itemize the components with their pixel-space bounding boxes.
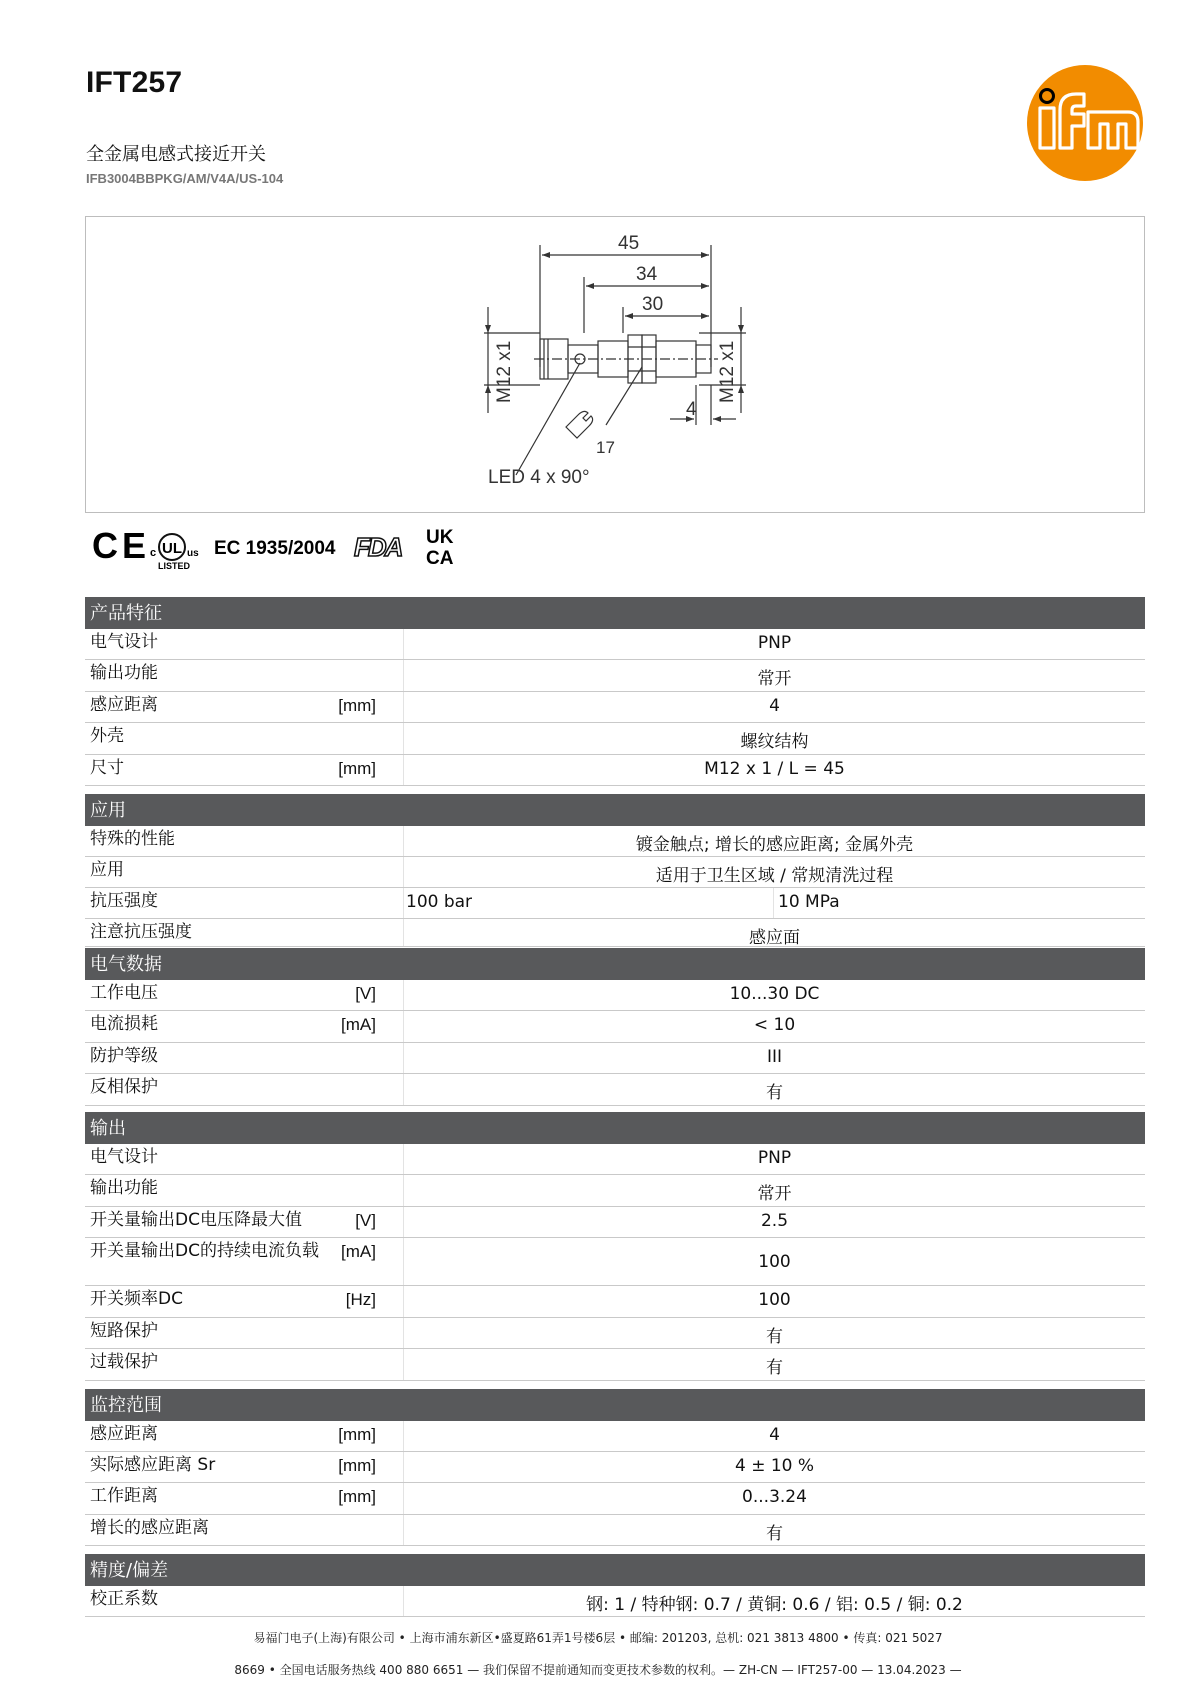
spec-value: 100 [403, 1286, 1145, 1317]
spec-label-text: 过载保护 [90, 1352, 158, 1372]
ul-c-mark: c [150, 547, 157, 559]
certification-marks [90, 522, 490, 570]
spec-label-text: 电流损耗 [90, 1014, 158, 1034]
spec-unit: [mm] [338, 696, 376, 715]
spec-value: 镀金触点; 增长的感应距离; 金属外壳 [403, 826, 1145, 856]
spec-value: 常开 [403, 1175, 1145, 1206]
spec-row [85, 1011, 1145, 1043]
spec-value: M12 x 1 / L = 45 [403, 755, 1145, 785]
article-code: IFB3004BBPKG/AM/V4A/US-104 [86, 171, 284, 186]
spec-value: 4 [403, 692, 1145, 722]
spec-label-text: 短路保护 [90, 1321, 158, 1341]
spec-label [85, 660, 382, 691]
spec-label-text: 感应距离 [90, 695, 158, 715]
spec-label [85, 826, 382, 856]
spec-row [85, 1586, 1145, 1617]
section-title: 输出 [85, 1112, 1145, 1144]
spec-label [85, 1483, 382, 1514]
dim-45-label: 45 [618, 233, 640, 254]
section-title: 精度/偏差 [85, 1554, 1145, 1586]
spec-label [85, 1011, 382, 1042]
led-label: LED 4 x 90° [488, 467, 590, 488]
spec-value: 有 [403, 1349, 1145, 1380]
spec-row [85, 660, 1145, 692]
spec-value: 适用于卫生区域 / 常规清洗过程 [403, 857, 1145, 887]
spec-row [85, 1238, 1145, 1286]
spec-section [85, 1554, 1145, 1617]
spec-value-mpa: 10 MPa [773, 888, 1145, 918]
spec-label-text: 尺寸 [90, 758, 124, 778]
spec-label [85, 1318, 382, 1348]
spec-value: 有 [403, 1318, 1145, 1348]
dim-34-label: 34 [636, 264, 658, 285]
dimension-drawing [85, 216, 1145, 513]
spec-value: 钢: 1 / 特种钢: 0.7 / 黄铜: 0.6 / 铝: 0.5 / 铜: 0.2 [403, 1586, 1145, 1616]
spec-label [85, 1144, 382, 1174]
spec-label-text: 输出功能 [90, 1178, 158, 1198]
wrench-size-label: 17 [596, 438, 615, 457]
spec-label-text: 工作电压 [90, 983, 158, 1003]
spec-value: 10...30 DC [403, 980, 1145, 1010]
spec-row [85, 692, 1145, 723]
spec-label [85, 755, 382, 785]
spec-row [85, 1349, 1145, 1381]
spec-label-text: 校正系数 [90, 1589, 158, 1609]
spec-label [85, 980, 382, 1010]
spec-value: < 10 [403, 1011, 1145, 1042]
spec-label [85, 919, 382, 946]
section-title: 监控范围 [85, 1389, 1145, 1421]
spec-value: 有 [403, 1515, 1145, 1545]
section-title: 电气数据 [85, 948, 1145, 980]
ukca-bottom-mark: CA [426, 548, 454, 569]
ul-us-mark: us [187, 548, 199, 559]
spec-row [85, 723, 1145, 755]
spec-section [85, 1389, 1145, 1546]
spec-label [85, 629, 382, 659]
spec-label [85, 888, 382, 918]
spec-section [85, 794, 1145, 947]
spec-label-text: 防护等级 [90, 1046, 158, 1066]
spec-value: PNP [403, 1144, 1145, 1174]
spec-label [85, 857, 382, 887]
spec-row [85, 1286, 1145, 1318]
spec-unit: [Hz] [345, 1290, 376, 1309]
spec-unit: [mm] [338, 1425, 376, 1444]
spec-section [85, 1112, 1145, 1381]
spec-value: 100 [403, 1238, 1145, 1285]
section-title: 产品特征 [85, 597, 1145, 629]
spec-unit: [V] [355, 1211, 376, 1230]
spec-row [85, 980, 1145, 1011]
spec-label-text: 注意抗压强度 [90, 922, 192, 942]
spec-unit: [mA] [341, 1242, 376, 1261]
spec-row [85, 1074, 1145, 1106]
spec-label [85, 1175, 382, 1206]
spec-label-text: 应用 [90, 860, 124, 880]
spec-label [85, 1515, 382, 1545]
spec-unit: [mA] [341, 1015, 376, 1034]
spec-row [85, 1483, 1145, 1515]
spec-label-text: 电气设计 [90, 632, 158, 652]
ukca-top-mark: UK [426, 527, 454, 548]
spec-unit: [mm] [338, 1487, 376, 1506]
spec-value: 0...3.24 [403, 1483, 1145, 1514]
spec-row [85, 1175, 1145, 1207]
spec-label-text: 抗压强度 [90, 891, 158, 911]
spec-row [85, 1144, 1145, 1175]
spec-section [85, 948, 1145, 1106]
spec-label-text: 开关频率DC [90, 1289, 183, 1309]
spec-label [85, 1238, 382, 1285]
spec-value: 感应面 [403, 919, 1145, 946]
spec-value: 螺纹结构 [403, 723, 1145, 754]
spec-value: PNP [403, 629, 1145, 659]
spec-row [85, 1207, 1145, 1238]
dim-30-label: 30 [642, 294, 664, 315]
spec-label [85, 1421, 382, 1451]
spec-row [85, 629, 1145, 660]
spec-value: 4 [403, 1421, 1145, 1451]
spec-unit: [mm] [338, 759, 376, 778]
spec-label [85, 1349, 382, 1380]
spec-label [85, 1074, 382, 1105]
spec-value: III [403, 1043, 1145, 1073]
spec-label-text: 开关量输出DC电压降最大值 [90, 1210, 302, 1230]
spec-label [85, 692, 382, 722]
spec-label [85, 723, 382, 754]
spec-label-text: 外壳 [90, 726, 124, 746]
spec-value [403, 888, 1145, 918]
footer-legal: 8669 • 全国电话服务热线 400 880 6651 — 我们保留不提前通知而变更技术参数的权利。— ZH-CN — IFT257-00 — 13.04.2023 — [234, 1663, 962, 1677]
spec-label [85, 1286, 382, 1317]
spec-label-text: 感应距离 [90, 1424, 158, 1444]
spec-value: 有 [403, 1074, 1145, 1105]
spec-row [85, 857, 1145, 888]
product-subtitle: 全金属电感式接近开关 [86, 144, 266, 165]
spec-value: 4 ± 10 % [403, 1452, 1145, 1482]
spec-unit: [mm] [338, 1456, 376, 1475]
spec-row [85, 755, 1145, 786]
spec-row [85, 1318, 1145, 1349]
spec-label [85, 1452, 382, 1482]
spec-label-text: 实际感应距离 Sr [90, 1455, 216, 1475]
thread-right-label: M12 x1 [717, 340, 738, 403]
product-title: IFT257 [86, 66, 183, 99]
ul-mark: UL [162, 540, 182, 557]
spec-row [85, 1043, 1145, 1074]
spec-label [85, 1043, 382, 1073]
dim-4-label: 4 [686, 399, 697, 420]
spec-unit: [V] [355, 984, 376, 1003]
spec-row [85, 888, 1145, 919]
ec-1935-mark: EC 1935/2004 [214, 538, 336, 559]
thread-left-label: M12 x1 [494, 340, 515, 403]
spec-label-text: 输出功能 [90, 663, 158, 683]
spec-label-text: 增长的感应距离 [90, 1518, 209, 1538]
spec-label-text: 特殊的性能 [90, 829, 175, 849]
spec-value: 常开 [403, 660, 1145, 691]
spec-label [85, 1207, 382, 1237]
spec-section [85, 597, 1145, 786]
footer-address: 易福门电子(上海)有限公司 • 上海市浦东新区•盛夏路61弄1号楼6层 • 邮编: 201203, 总机: 021 3813 4800 • 传真: 021 5027 [253, 1631, 943, 1645]
spec-row [85, 1452, 1145, 1483]
spec-value-bar: 100 bar [406, 892, 473, 912]
spec-row [85, 1421, 1145, 1452]
section-title: 应用 [85, 794, 1145, 826]
fda-mark: FDA [354, 532, 402, 562]
ce-mark: CE [92, 525, 151, 566]
spec-row [85, 1515, 1145, 1546]
spec-row [85, 919, 1145, 947]
spec-label-text: 电气设计 [90, 1147, 158, 1167]
ifm-logo [1026, 64, 1144, 182]
spec-label [85, 1586, 382, 1616]
spec-value: 2.5 [403, 1207, 1145, 1237]
spec-row [85, 826, 1145, 857]
spec-label-text: 工作距离 [90, 1486, 158, 1506]
spec-label-text: 反相保护 [90, 1077, 158, 1097]
spec-label-text: 开关量输出DC的持续电流负载 [90, 1241, 319, 1261]
ul-listed-mark: LISTED [158, 561, 191, 570]
